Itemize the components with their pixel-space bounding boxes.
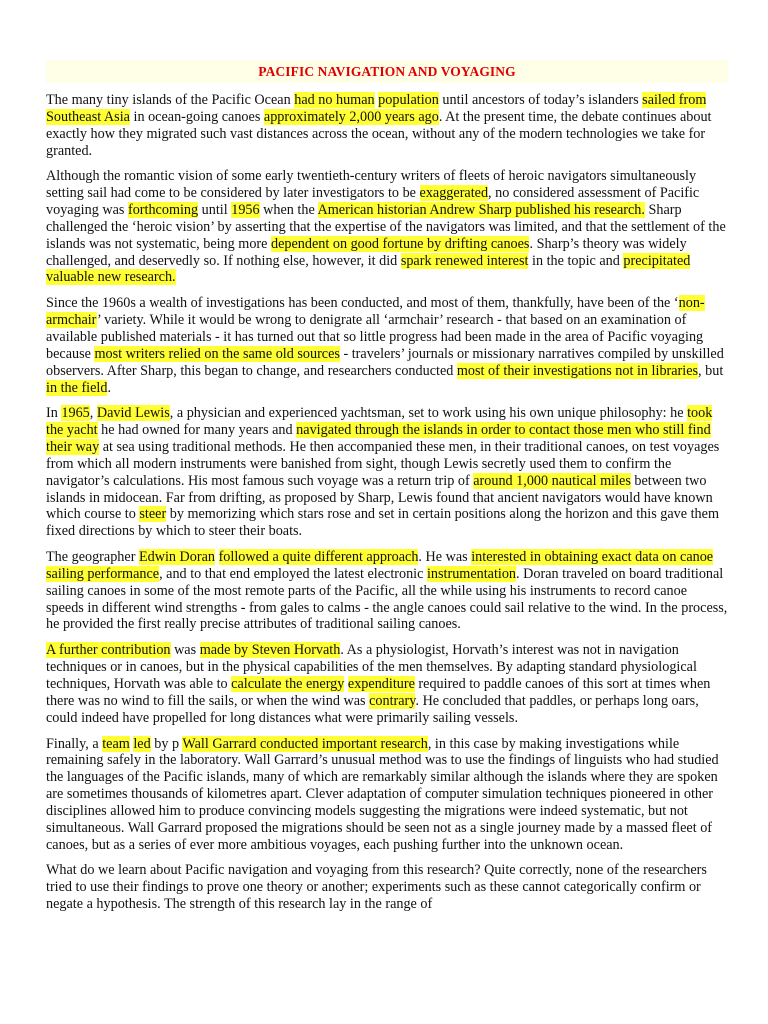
text-run: he had owned for many years and — [97, 422, 297, 439]
highlighted-text: exaggerated — [419, 185, 489, 202]
highlighted-text: David Lewis — [96, 405, 170, 422]
highlighted-text: interested in obtaining exact data on canoe sailing performance — [46, 549, 714, 582]
text-run: when the — [259, 202, 318, 219]
highlighted-text: sailed from Southeast Asia — [46, 92, 707, 125]
text-run: required to paddle canoes of this sort at times when there was no wind to fill the sails, or when the wind was — [46, 676, 711, 709]
paragraph — [46, 642, 728, 726]
highlighted-text: in the field — [46, 379, 108, 396]
highlighted-text: Wall Garrard conducted important research — [182, 735, 428, 752]
text-run: until — [198, 202, 232, 219]
text-run: The many tiny islands of the Pacific Ocean — [46, 92, 295, 108]
highlighted-text: spark renewed interest — [400, 252, 529, 269]
highlighted-text: steer — [139, 506, 167, 523]
highlighted-text: navigated through the islands in order to contact those men who still find their way — [46, 422, 711, 456]
highlighted-text: American historian Andrew Sharp published his research. — [317, 202, 645, 219]
highlighted-text: Edwin Doran — [138, 549, 216, 566]
highlighted-text: most of their investigations not in libraries — [456, 362, 699, 379]
text-run: Although the romantic vision of some early twentieth-century writers of fleets of heroic navigators simultaneously setting sail had come to be considered by later investigators to be — [46, 168, 697, 202]
highlighted-text: took the yacht — [46, 405, 713, 439]
highlighted-text: dependent on good fortune by drifting canoes — [271, 235, 530, 252]
highlighted-text: team — [102, 735, 130, 752]
text-run: , a physician and experienced yachtsman, set to work using his own unique philosophy: he — [169, 405, 688, 422]
text-run: . He was — [418, 549, 472, 566]
text-run: - travelers’ journals or missionary narratives compiled by unskilled observers. After Sharp, this began to change, and researchers conducted — [46, 345, 724, 379]
text-run: in ocean-going canoes — [129, 108, 264, 125]
highlighted-text: most writers relied on the same old sources — [94, 345, 340, 362]
paragraph — [46, 168, 728, 286]
text-run: between two islands in midocean. Far from drifting, as proposed by Sharp, Lewis found that ancient navigators would have known which course to — [46, 472, 713, 523]
text-run: , — [89, 405, 97, 422]
text-run: . As a physiologist, Horvath’s interest was not in navigation techniques or in canoes, but in the physical capabilities of the men themselves. By adapting standard physiological techniques, Horvath was able to — [46, 642, 697, 692]
text-run: at sea using traditional methods. He then accompanied these men, in their traditional canoes, on test voyages from which all modern instruments were banished from sight, though Lewis secretly used them to confirm the navigator’s calculations. His most famous such voyage was a return trip of — [46, 439, 720, 489]
text-run: The geographer — [46, 549, 139, 566]
text-run: was — [170, 642, 200, 659]
text-run: in the topic and — [528, 252, 624, 269]
paragraph — [46, 405, 728, 540]
highlighted-text: followed a quite different approach — [218, 549, 419, 566]
highlighted-text: around 1,000 nautical miles — [473, 472, 631, 489]
highlighted-text: precipitated valuable new research. — [46, 252, 691, 286]
highlighted-text: contrary — [369, 692, 416, 709]
highlighted-text: approximately 2,000 years ago — [263, 108, 439, 125]
highlighted-text: non-armchair — [46, 295, 705, 329]
highlighted-text: forthcoming — [127, 202, 199, 219]
text-run: , in this case by making investigations while remaining safely in the laboratory. Wall Garrard’s unusual method was to use the findings of linguists who had studied the languages of the Pacific islands, many of which are remarkably similar although the islands where they are spoken are sometimes thousands of kilometres apart. Clever adaptation of computer simulation techniques pioneered in other disciplines allowed him to produce convincing models suggesting the migrations were indeed systematic, but not simultaneous. Wall Garrard proposed the migrations should be seen not as a single journey made by a massed fleet of canoes, but as a series of ever more ambitious voyages, each pushing further into the unknown ocean. — [46, 735, 719, 853]
highlighted-text: instrumentation — [426, 565, 517, 582]
highlighted-text: calculate the energy — [231, 676, 345, 692]
highlighted-text: A further contribution — [46, 642, 171, 659]
text-run: . He concluded that paddles, or perhaps long oars, could indeed have propelled for long distances what were primarily sailing vessels. — [46, 692, 699, 726]
paragraph — [46, 862, 728, 913]
text-run: Since the 1960s a wealth of investigations has been conducted, and most of them, thankfully, have been of the ‘ — [46, 295, 679, 312]
text-run: , but — [698, 362, 724, 379]
paragraph — [46, 295, 728, 396]
text-run: until ancestors of today’s islanders — [438, 92, 643, 108]
text-run: In — [46, 405, 62, 422]
text-run: What do we learn about Pacific navigation and voyaging from this research? Quite correctly, none of the researchers tried to use their findings to prove one theory or another; experiments such as these cannot categorically confirm or negate a hypothesis. The strength of this research lay in the range of — [46, 862, 707, 913]
text-run: ’ variety. While it would be wrong to denigrate all ‘armchair’ research - that based on an examination of available published materials - it has turned out that so little progress had been made in the area of Pacific voyaging because — [46, 312, 704, 362]
highlighted-text: population — [378, 92, 439, 108]
highlighted-text: led — [133, 735, 151, 752]
title-band — [46, 60, 728, 83]
text-run: Sharp challenged the ‘heroic vision’ by asserting that the expertise of the navigators was limited, and that the settlement of the islands was not systematic, being more — [46, 202, 726, 252]
document-title: PACIFIC NAVIGATION AND VOYAGING — [258, 64, 516, 79]
text-run: . — [107, 379, 112, 396]
highlighted-text: 1965 — [61, 405, 90, 422]
text-run: . Sharp’s theory was widely challenged, and deservedly so. If nothing else, however, it did — [46, 235, 687, 269]
text-run: by p — [150, 735, 183, 752]
text-run: . At the present time, the debate continues about exactly how they migrated such vast distances across the ocean, without any of the modern technologies we take for granted. — [46, 108, 712, 159]
paragraph — [46, 736, 728, 854]
text-run: Finally, a — [46, 735, 103, 752]
text-run: , no considered assessment of Pacific voyaging was — [46, 185, 700, 219]
paragraph — [46, 549, 728, 633]
highlighted-text: expenditure — [347, 676, 415, 692]
highlighted-text: made by Steven Horvath — [199, 642, 341, 659]
text-run: . Doran traveled on board traditional sailing canoes in some of the most remote parts of the Pacific, all the while using his instruments to record canoe speeds in different wind strengths - from gales to calms - the angle canoes could sail relative to the wind. In the process, he provided the first really precise attributes of traditional sailing canoes. — [46, 565, 728, 633]
text-run: , and to that end employed the latest electronic — [159, 565, 427, 582]
text-run: by memorizing which stars rose and set in certain positions along the horizon and this gave them fixed directions by which to steer their boats. — [46, 506, 719, 540]
document-body — [46, 92, 728, 913]
highlighted-text: had no human — [294, 92, 375, 108]
highlighted-text: 1956 — [231, 202, 260, 219]
paragraph — [46, 92, 728, 159]
